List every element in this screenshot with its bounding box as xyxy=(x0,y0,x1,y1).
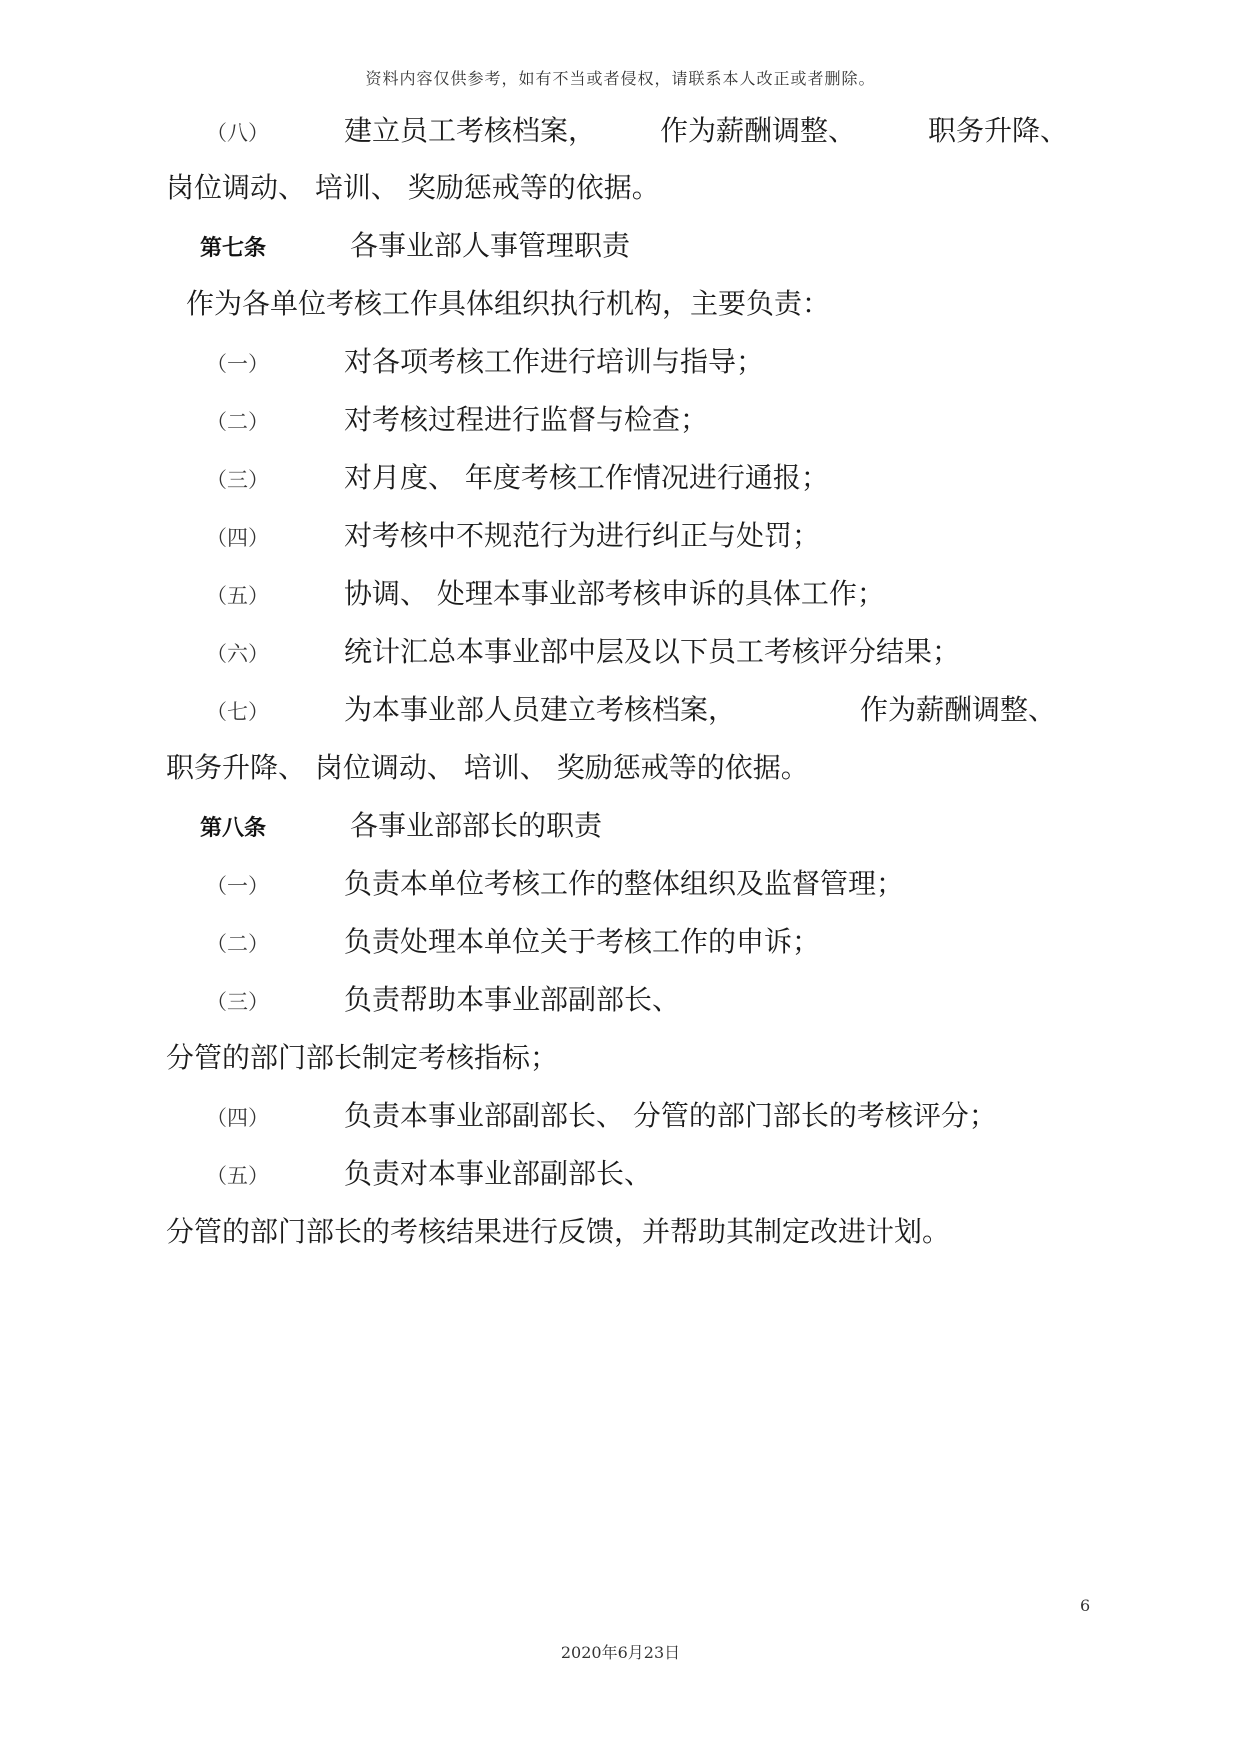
list-item xyxy=(206,402,708,438)
item-text: 为本事业部人员建立考核档案， xyxy=(344,693,737,726)
item-number: （二） xyxy=(206,410,269,434)
item-number: （六） xyxy=(206,642,269,666)
article-title: 各事业部人事管理职责 xyxy=(350,229,631,262)
item-text: 负责本单位考核工作的整体组织及监督管理； xyxy=(344,867,905,900)
list-item xyxy=(206,344,764,380)
list-item xyxy=(206,1156,652,1192)
item-text: 作为薪酬调整、 xyxy=(860,693,1057,726)
item-text: 对考核中不规范行为进行纠正与处罚； xyxy=(344,519,821,552)
list-item xyxy=(206,113,1068,149)
list-item xyxy=(206,866,904,902)
list-item xyxy=(206,982,680,1018)
item-number: （四） xyxy=(206,1106,269,1130)
item-text: 负责本事业部副部长、 分管的部门部长的考核评分； xyxy=(344,1099,997,1132)
list-item-continuation: 职务升降、 岗位调动、 培训、 奖励惩戒等的依据。 xyxy=(166,751,809,784)
list-item xyxy=(206,1098,997,1134)
list-item xyxy=(206,634,960,670)
footer-date: 2020年6月23日 xyxy=(560,1643,681,1662)
item-text: 作为薪酬调整、 xyxy=(660,114,857,147)
article-intro: 作为各单位考核工作具体组织执行机构，主要负责： xyxy=(186,287,831,320)
list-item xyxy=(206,924,820,960)
item-number: （三） xyxy=(206,468,269,492)
item-number: （五） xyxy=(206,1164,269,1188)
item-number: （五） xyxy=(206,584,269,608)
article-title: 各事业部部长的职责 xyxy=(350,809,603,842)
article-label: 第八条 xyxy=(200,815,267,841)
item-number: （二） xyxy=(206,932,269,956)
item-number: （四） xyxy=(206,526,269,550)
page-number: 6 xyxy=(1080,1596,1091,1615)
item-number: （一） xyxy=(206,352,269,376)
item-text: 负责帮助本事业部副部长、 xyxy=(344,983,681,1016)
list-item xyxy=(206,576,885,612)
list-item xyxy=(206,460,829,496)
list-item xyxy=(206,692,1056,728)
item-text: 对各项考核工作进行培训与指导； xyxy=(344,345,765,378)
item-text: 统计汇总本事业部中层及以下员工考核评分结果； xyxy=(344,635,961,668)
item-number: （三） xyxy=(206,990,269,1014)
item-text: 负责处理本单位关于考核工作的申诉； xyxy=(344,925,821,958)
article-heading xyxy=(200,228,630,264)
item-text: 负责对本事业部副部长、 xyxy=(344,1157,653,1190)
item-text: 对考核过程进行监督与检查； xyxy=(344,403,709,436)
item-text: 对月度、 年度考核工作情况进行通报； xyxy=(344,461,829,494)
item-number: （七） xyxy=(206,700,269,724)
header-disclaimer: 资料内容仅供参考，如有不当或者侵权，请联系本人改正或者删除。 xyxy=(365,69,876,88)
item-text: 职务升降、 xyxy=(928,114,1069,147)
list-item-continuation: 分管的部门部长的考核结果进行反馈，并帮助其制定改进计划。 xyxy=(166,1215,951,1248)
list-item xyxy=(206,518,820,554)
list-item-continuation: 分管的部门部长制定考核指标； xyxy=(166,1041,559,1074)
item-text: 协调、 处理本事业部考核申诉的具体工作； xyxy=(344,577,885,610)
item-text: 建立员工考核档案， xyxy=(344,114,597,147)
article-label: 第七条 xyxy=(200,235,267,261)
list-item-continuation: 岗位调动、 培训、 奖励惩戒等的依据。 xyxy=(166,171,660,204)
item-number: （八） xyxy=(206,121,269,145)
item-number: （一） xyxy=(206,874,269,898)
article-heading xyxy=(200,808,602,844)
